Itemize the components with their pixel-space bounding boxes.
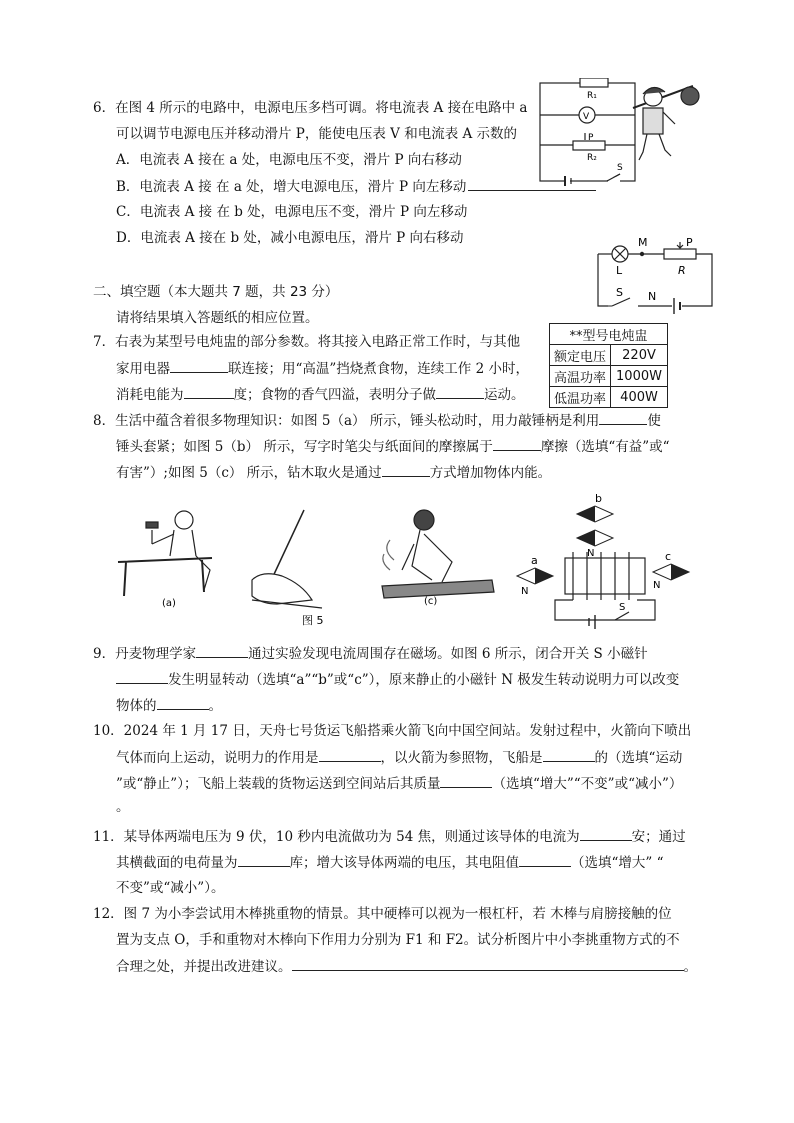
q11-line2: 其横截面的电荷量为 库；增大该导体两端的电压，其电阻值 （选填“增大” “	[116, 852, 664, 873]
q11-line3: 不变”或“减小”）。	[116, 880, 225, 896]
label-n-b: N	[587, 548, 595, 559]
boy-carrying-bundle-illustration	[633, 86, 699, 160]
q6-option-b: B．电流表 A 接 在 a 处，增大电源电压，滑片 P 向左移动	[116, 176, 596, 197]
label-p: P	[588, 133, 594, 143]
q9-line3: 物体的 。	[116, 695, 222, 716]
answer-blank	[319, 747, 381, 762]
table-row: 额定电压 220V	[550, 345, 668, 366]
label-m: M	[638, 236, 648, 249]
q8-line1: 8．生活中蕴含着很多物理知识：如图 5（a） 所示，锤头松动时，用力敲锤柄是利用 使	[93, 410, 661, 431]
label-c: c	[665, 550, 672, 563]
label-s: S	[617, 163, 623, 173]
figure-5	[112, 500, 502, 630]
label-r1: R₁	[587, 91, 597, 101]
q8-line2: 锤头套紧；如图 5（b） 所示，写字时笔尖与纸面间的摩擦属于 摩擦（选填“有益”或“	[116, 436, 670, 457]
switch-s	[615, 612, 629, 620]
label-n: N	[648, 290, 657, 303]
answer-blank	[436, 384, 484, 399]
answer-blank	[196, 643, 248, 658]
answer-blank	[184, 384, 234, 399]
q12-line2: 置为支点 O，手和重物对木棒向下作用力分别为 F1 和 F2。试分析图片中小李挑重物方式的不	[116, 932, 680, 948]
caption-a: (a)	[162, 598, 176, 609]
figure-lamp-circuit	[590, 234, 720, 314]
figure-6-solenoid	[515, 492, 695, 632]
q10-line3: ”或“静止”）；飞船上装载的货物运送到空间站后其质量 （选填“增大”“不变”或“减小”）	[116, 773, 682, 794]
q9-line1: 9．丹麦物理学家 通过实验发现电流周围存在磁场。如图 6 所示，闭合开关 S 小磁针	[93, 643, 648, 664]
drilling-fire-illustration	[382, 510, 494, 598]
answer-blank	[519, 852, 571, 867]
label-s: S	[616, 286, 623, 299]
figure-4-circuit	[525, 78, 710, 188]
hand-writing-illustration	[252, 510, 322, 608]
answer-blank	[116, 669, 168, 684]
answer-blank	[382, 462, 430, 477]
spec-table-header: **型号电炖盅	[550, 324, 668, 345]
q6-stem-line2: 可以调节电源电压并移动滑片 P，能使电压表 V 和电流表 A 示数的	[116, 126, 518, 142]
q6-option-d: D．电流表 A 接在 b 处，减小电源电压，滑片 P 向右移动	[116, 230, 464, 246]
spec-table	[549, 323, 668, 408]
q9-line2: 发生明显转动（选填“a”“b”或“c”），原来静止的小磁针 N 极发生转动说明力可以改变	[116, 669, 679, 690]
label-r: R	[678, 264, 686, 277]
q6-option-c: C．电流表 A 接 在 b 处，电源电压不变，滑片 P 向左移动	[116, 204, 468, 220]
label-r2: R₂	[587, 153, 597, 163]
q6-option-a: A．电流表 A 接在 a 处，电源电压不变，滑片 P 向右移动	[116, 152, 462, 168]
answer-blank	[157, 695, 209, 710]
label-n-a: N	[521, 586, 529, 597]
resistor-r1	[580, 78, 608, 87]
label-a: a	[531, 554, 538, 567]
answer-blank	[493, 436, 541, 451]
answer-blank	[543, 747, 595, 762]
label-l: L	[616, 264, 623, 277]
label-v: V	[583, 112, 590, 122]
answer-blank	[580, 826, 632, 841]
caption-c: (c)	[424, 596, 438, 607]
q7-line3: 消耗电能为 度；食物的香气四溢，表明分子做 运动。	[116, 384, 525, 405]
q8-line3: 有害”）;如图 5（c） 所示，钻木取火是通过 方式增加物体内能。	[116, 462, 551, 483]
figure-5-caption: 图 5	[302, 614, 324, 627]
q10-line2: 气体而向上运动，说明力的作用是 ，以火箭为参照物，飞船是 的（选填“运动	[116, 747, 682, 768]
label-n-c: N	[653, 580, 661, 591]
answer-blank	[440, 773, 492, 788]
answer-blank	[170, 358, 228, 373]
q10-line4: 。	[116, 799, 130, 815]
rheostat-symbol	[664, 249, 696, 259]
answer-blank	[238, 852, 290, 867]
label-p: P	[686, 236, 693, 249]
table-row: 高温功率 1000W	[550, 366, 668, 387]
q10-line1: 10．2024 年 1 月 17 日，天舟七号货运飞船搭乘火箭飞向中国空间站。发射过程中，火箭向下喷出	[93, 723, 692, 739]
q7-line1: 7．右表为某型号电炖盅的部分参数。将其接入电路正常工作时，与其他	[93, 334, 521, 350]
section-instruction: 请将结果填入答题纸的相应位置。	[116, 310, 319, 326]
section-title: 二、填空题（本大题共 7 题，共 23 分）	[93, 284, 339, 300]
q11-line1: 11．某导体两端电压为 9 伏，10 秒内电流做功为 54 焦，则通过该导体的电流为 安；通过	[93, 826, 686, 847]
answer-blank	[599, 410, 647, 425]
label-b: b	[595, 492, 602, 505]
answer-blank	[292, 956, 684, 971]
q7-line2: 家用电器 联连接；用“高温”挡烧煮食物，连续工作 2 小时，	[116, 358, 529, 379]
label-s: S	[619, 602, 626, 613]
hammer-illustration	[118, 511, 212, 596]
q12-line3: 合理之处，并提出改进建议。 。	[116, 956, 697, 977]
q12-line1: 12．图 7 为小李尝试用木棒挑重物的情景。其中硬棒可以视为一根杠杆，若 木棒与肩膀接触的位	[93, 906, 672, 922]
solenoid-core	[565, 558, 645, 594]
q6-stem-line1: 6．在图 4 所示的电路中，电源电压多档可调。将电流表 A 接在电路中 a	[93, 100, 528, 116]
table-row: 低温功率 400W	[550, 387, 668, 408]
